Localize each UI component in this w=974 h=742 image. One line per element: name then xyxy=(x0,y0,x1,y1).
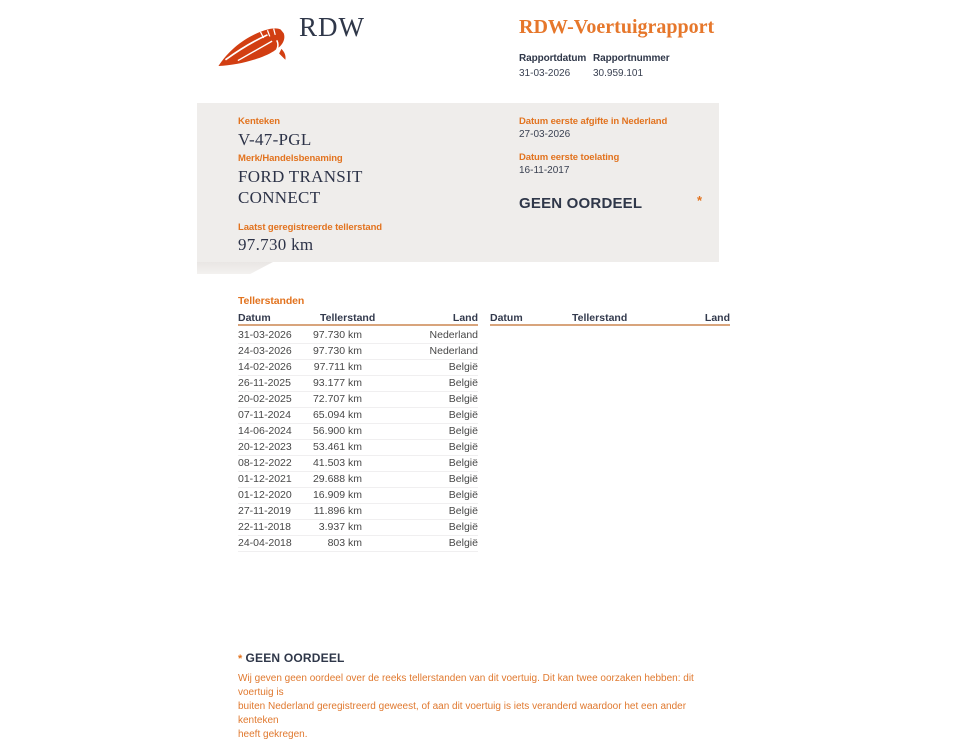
table-row xyxy=(238,376,478,392)
oordeel-status: GEEN OORDEEL xyxy=(519,195,643,212)
cell-tellerstand: 803 km xyxy=(327,537,362,549)
cell-datum: 01-12-2020 xyxy=(238,489,292,501)
rdw-falcon-logo-icon xyxy=(215,17,295,73)
table-row xyxy=(238,472,478,488)
footnote-line: Wij geven geen oordeel over de reeks tellerstanden van dit voertuig. Dit kan twee oorzaken hebben: dit voertuig is xyxy=(238,673,694,698)
report-number-block xyxy=(593,53,669,79)
report-meta xyxy=(519,53,669,79)
cell-tellerstand: 41.503 km xyxy=(312,457,362,469)
merk-value: FORD TRANSIT CONNECT xyxy=(238,167,363,207)
table-row xyxy=(238,520,478,536)
report-number-label: Rapportnummer xyxy=(593,53,670,64)
cell-land: België xyxy=(448,393,478,405)
cell-tellerstand: 29.688 km xyxy=(312,473,362,485)
cell-tellerstand: 93.177 km xyxy=(312,377,362,389)
cell-land: Nederland xyxy=(429,345,478,357)
kenteken-label: Kenteken xyxy=(238,116,280,127)
column-header-tellerstand: Tellerstand xyxy=(572,312,628,324)
cell-datum: 26-11-2025 xyxy=(238,377,291,389)
column-header-land: Land xyxy=(704,312,730,324)
footnote-paragraph xyxy=(238,672,708,742)
cell-datum: 20-02-2025 xyxy=(238,393,292,405)
report-date-value: 31-03-2026 xyxy=(519,68,571,79)
cell-land: België xyxy=(448,425,478,437)
cell-datum: 24-03-2026 xyxy=(238,345,292,357)
cell-land: België xyxy=(448,521,478,533)
cell-datum: 31-03-2026 xyxy=(238,329,292,341)
cell-land: België xyxy=(448,505,478,517)
tellerstanden-table-right xyxy=(490,311,730,552)
cell-datum: 07-11-2024 xyxy=(238,409,291,421)
table-row xyxy=(238,488,478,504)
column-header-tellerstand: Tellerstand xyxy=(320,312,376,324)
tellerstand-label: Laatst geregistreerde tellerstand xyxy=(238,222,383,233)
column-header-datum: Datum xyxy=(238,312,271,324)
cell-land: België xyxy=(448,377,478,389)
cell-tellerstand: 53.461 km xyxy=(312,441,362,453)
tellerstand-value: 97.730 km xyxy=(238,235,314,254)
table-row xyxy=(238,360,478,376)
cell-land: België xyxy=(448,473,478,485)
cell-datum: 01-12-2021 xyxy=(238,473,292,485)
table-row xyxy=(238,504,478,520)
geen-oordeel-footnote xyxy=(238,651,708,742)
cell-datum: 14-06-2024 xyxy=(238,425,292,437)
cell-datum: 27-11-2019 xyxy=(238,505,291,517)
cell-datum: 08-12-2022 xyxy=(238,457,292,469)
table-row xyxy=(238,424,478,440)
summary-box-fold-corner xyxy=(197,262,273,274)
cell-datum: 20-12-2023 xyxy=(238,441,292,453)
cell-tellerstand: 56.900 km xyxy=(312,425,362,437)
toelating-label: Datum eerste toelating xyxy=(519,152,620,163)
table-header-row xyxy=(238,311,478,326)
cell-land: België xyxy=(448,537,478,549)
table-row xyxy=(238,328,478,344)
report-date-label: Rapportdatum xyxy=(519,53,587,64)
merk-label: Merk/Handelsbenaming xyxy=(238,153,343,164)
table-row xyxy=(238,440,478,456)
table-row xyxy=(238,344,478,360)
footnote-title xyxy=(238,651,708,665)
rdw-wordmark: RDW xyxy=(299,12,365,42)
cell-datum: 14-02-2026 xyxy=(238,361,292,373)
column-header-land: Land xyxy=(452,312,478,324)
cell-land: België xyxy=(448,409,478,421)
report-title: RDW-Voertuigrapport xyxy=(519,16,715,38)
cell-land: België xyxy=(448,489,478,501)
afgifte-label: Datum eerste afgifte in Nederland xyxy=(519,116,668,127)
table-row xyxy=(238,536,478,552)
afgifte-value: 27-03-2026 xyxy=(519,129,571,140)
tellerstanden-title: Tellerstanden xyxy=(238,295,305,307)
report-number-value: 30.959.101 xyxy=(593,68,644,79)
table-header-row xyxy=(490,311,730,326)
footnote-asterisk: * xyxy=(697,193,703,208)
cell-land: Nederland xyxy=(429,329,478,341)
table-row xyxy=(238,456,478,472)
tellerstanden-table-body xyxy=(238,328,478,552)
cell-tellerstand: 11.896 km xyxy=(313,505,362,517)
footnote-line: buiten Nederland geregistreerd geweest, of aan dit voertuig is iets veranderd waardoor het een ander kenteken xyxy=(238,701,687,726)
cell-land: België xyxy=(448,457,478,469)
footnote-title-text: GEEN OORDEEL xyxy=(245,651,345,665)
footnote-marker: * xyxy=(238,653,243,665)
table-row xyxy=(238,392,478,408)
cell-tellerstand: 16.909 km xyxy=(312,489,362,501)
footnote-line: heeft gekregen. xyxy=(238,729,308,740)
cell-tellerstand: 65.094 km xyxy=(312,409,362,421)
kenteken-value: V-47-PGL xyxy=(238,130,312,149)
cell-land: België xyxy=(448,441,478,453)
cell-tellerstand: 97.730 km xyxy=(312,329,362,341)
table-row xyxy=(238,408,478,424)
cell-land: België xyxy=(448,361,478,373)
tellerstanden-table-left xyxy=(238,311,478,552)
cell-tellerstand: 3.937 km xyxy=(318,521,362,533)
tellerstanden-section xyxy=(238,295,730,552)
report-date-block xyxy=(519,53,593,79)
column-header-datum: Datum xyxy=(490,312,523,324)
vehicle-summary-box xyxy=(197,103,719,262)
cell-tellerstand: 97.711 km xyxy=(313,361,362,373)
cell-datum: 24-04-2018 xyxy=(238,537,292,549)
toelating-value: 16-11-2017 xyxy=(519,165,570,176)
cell-tellerstand: 72.707 km xyxy=(312,393,362,405)
cell-tellerstand: 97.730 km xyxy=(312,345,362,357)
cell-datum: 22-11-2018 xyxy=(238,521,291,533)
